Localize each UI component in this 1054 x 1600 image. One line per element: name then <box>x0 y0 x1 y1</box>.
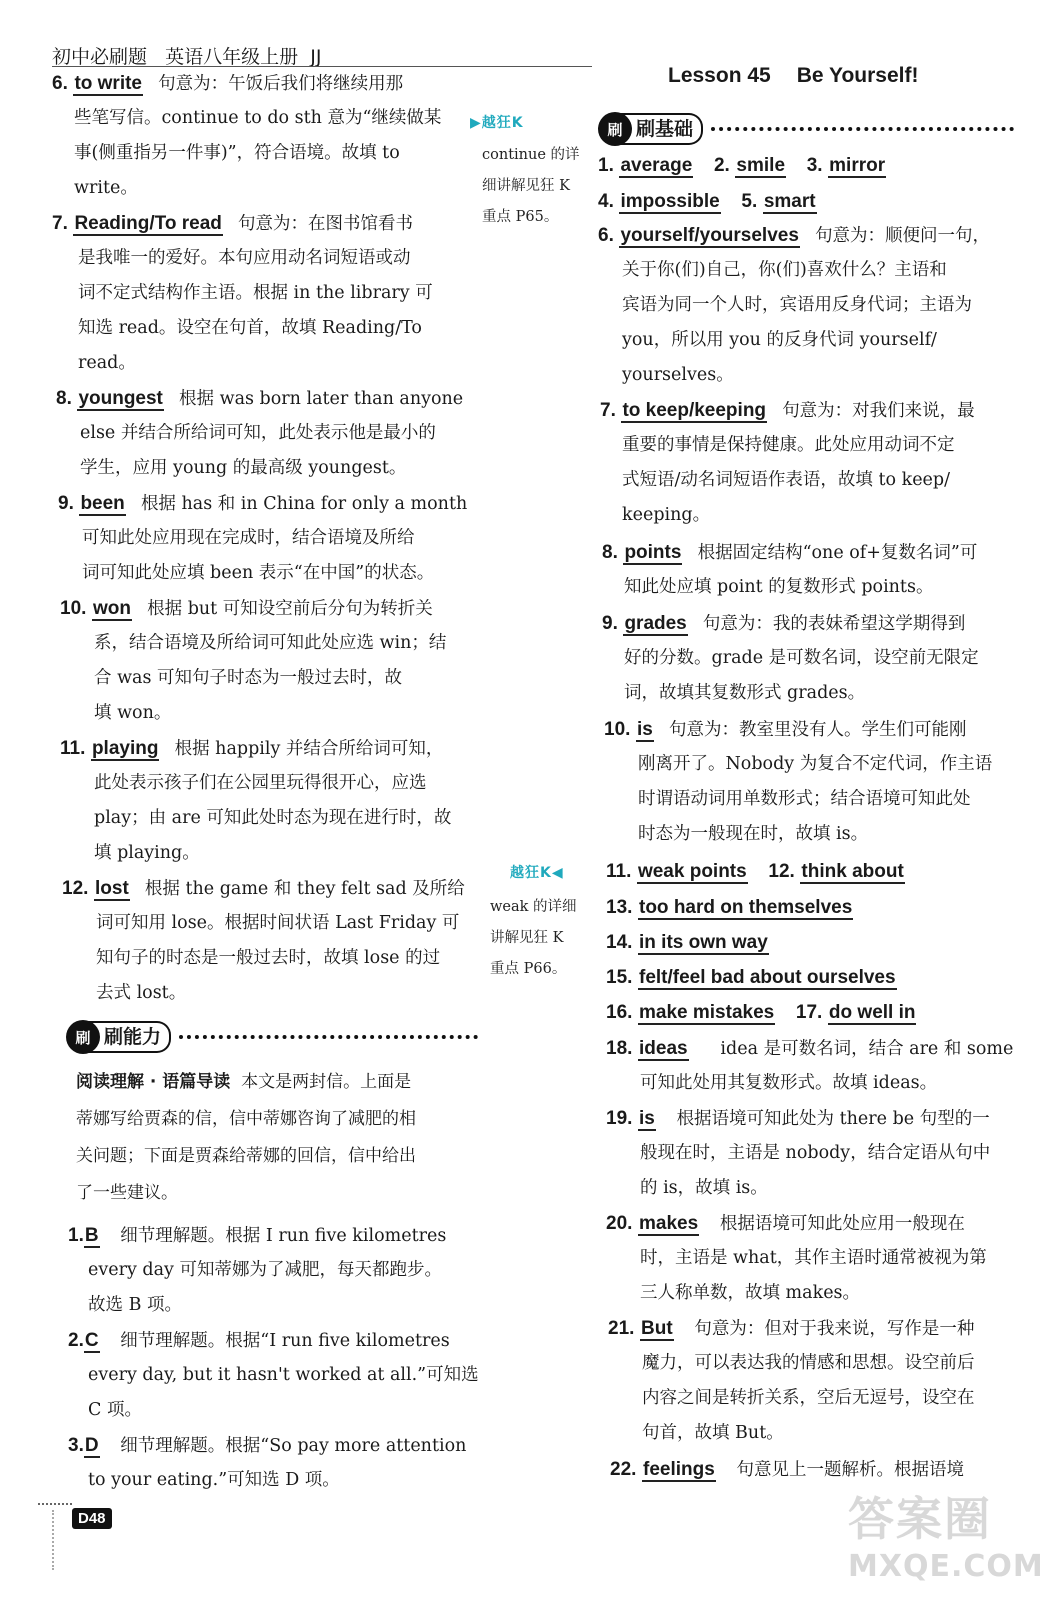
answer-text: to write <box>74 73 142 94</box>
page-number: D48 <box>72 1508 112 1529</box>
answer-item-right-6: 6. yourself/yourselves 句意为：顺便问一句， 关于你(们)自己，你(们)喜欢什么？主语和 宾语为同一个人时，宾语用反身代词；主语为 you，所以用 you 的反身代词 yourself/ yourselves。 <box>598 225 991 385</box>
answer-text: won <box>93 598 131 619</box>
answer-row-1-3: 1. average 2. smile 3. mirror <box>598 155 886 176</box>
section-divider <box>711 127 1014 131</box>
answer-text: been <box>80 493 125 514</box>
reading-intro-title: 阅读理解 · 语篇导读 <box>76 1072 231 1092</box>
section-heading-ability <box>66 1020 478 1054</box>
answer-text: too hard on themselves <box>639 897 853 918</box>
watermark-text: 答案圈 <box>848 1492 992 1546</box>
answer-row-16-17: 16. make mistakes 17. do well in <box>606 1002 916 1023</box>
answer-row-13: 13. too hard on themselves <box>606 897 853 918</box>
answer-text: ideas <box>639 1038 688 1059</box>
answer-item-right-10: 10. is 句意为：教室里没有人。学生们可能刚 刚离开了。Nobody 为复合不定代词，作主语 时谓语动词用单数形式；结合语境可知此处 时态为一般现在时，故填 is。 <box>604 719 993 844</box>
reading-item-3: 3.D 细节理解题。根据“So pay more attention to your eating.”可知选 D 项。 <box>68 1435 467 1490</box>
answer-item-right-20: 20. makes 根据语境可知此处应用一般现在 时，主语是 what，其作主语时通常被视为第 三人称单数，故填 makes。 <box>606 1213 987 1303</box>
lesson-name: Be Yourself! <box>796 64 919 87</box>
answer-text: impossible <box>620 191 720 212</box>
answer-text: do well in <box>828 1002 916 1023</box>
page-side-dots <box>52 1510 54 1570</box>
section-heading-basic <box>598 112 1014 146</box>
reading-intro: 阅读理解 · 语篇导读 本文是两封信。上面是 蒂娜写给贾森的信，信中蒂娜咨询了减肥的相 关问题；下面是贾森给蒂娜的回信，信中给出 了一些建议。 <box>76 1072 416 1203</box>
answer-item-left-11: 11. playing 根据 happily 并结合所给词可知， 此处表示孩子们在公园里玩得很开心，应选 play；由 are 可知此处时态为现在进行时，故 填 playing。 <box>60 738 452 863</box>
answer-row-14: 14. in its own way <box>606 932 768 953</box>
side-note-2: weak 的详细 讲解见狂 K 重点 P66。 <box>490 899 577 977</box>
answer-text: smile <box>736 155 786 176</box>
answer-item-right-18: 18. ideas idea 是可数名词，结合 are 和 some 可知此处用其复数形式。故填 ideas。 <box>606 1038 1014 1093</box>
book-name: 初中必刷题 <box>52 46 148 68</box>
answer-text: lost <box>95 878 129 899</box>
answer-text: youngest <box>78 388 163 409</box>
answer-item-right-8: 8. points 根据固定结构“one of+复数名词”可 知此处应填 point 的复数形式 points。 <box>602 542 978 597</box>
answer-text: in its own way <box>639 932 768 953</box>
answer-text: make mistakes <box>639 1002 775 1023</box>
subject-name: 英语八年级上册 <box>165 46 299 68</box>
answer-item-right-9: 9. grades 句意为：我的表妹希望这学期得到 好的分数。grade 是可数名词，设空前无限定 词，故填其复数形式 grades。 <box>602 613 979 703</box>
reading-item-2: 2.C 细节理解题。根据“I run five kilometres every day, but it hasn't worked at all.”可知选 C 项。 <box>68 1330 479 1420</box>
answer-item-left-12: 12. lost 根据 the game 和 they felt sad 及所给 词可知用 lose。根据时间状语 Last Friday 可 知句子的时态是一般过去时，故填 lose 的过 去式 lost。 <box>62 878 465 1003</box>
answer-text: C <box>84 1330 99 1351</box>
section-label: 刷能力 <box>88 1021 171 1053</box>
answer-text: is <box>637 719 653 740</box>
answer-text: felt/feel bad about ourselves <box>639 967 896 988</box>
side-note-1: continue 的详 细讲解见狂 K 重点 P65。 <box>482 147 580 225</box>
lesson-number: Lesson 45 <box>668 64 771 87</box>
answer-text: feelings <box>643 1459 715 1480</box>
watermark-url: MXQE.COM <box>848 1549 1044 1584</box>
answer-item-left-7: 7. Reading/To read 句意为：在图书馆看书 是我唯一的爱好。本句应用动名词短语或动 词不定式结构作主语。根据 in the library 可 知选 read。设空在句首，故填 Reading/To read。 <box>52 213 433 373</box>
answer-row-4-5: 4. impossible 5. smart <box>598 191 816 212</box>
edition-tag: JJ <box>310 46 322 68</box>
answer-item-left-10: 10. won 根据 but 可知设空前后分句为转折关 系，结合语境及所给词可知此处应选 win；结 合 was 可知句子时态为一般过去时，故 填 won。 <box>60 598 447 723</box>
running-header <box>52 42 321 69</box>
answer-item-right-22: 22. feelings 句意见上一题解析。根据语境 <box>610 1459 965 1480</box>
answer-text: weak points <box>637 861 747 882</box>
watermark-logo <box>848 1490 1044 1598</box>
answer-text: playing <box>91 738 159 759</box>
cross-ref-link-2[interactable]: 越狂K◀ <box>510 865 564 881</box>
section-divider <box>179 1035 478 1039</box>
answer-text: grades <box>624 613 687 634</box>
answer-row-11-12: 11. weak points 12. think about <box>606 861 904 882</box>
answer-text: is <box>639 1108 655 1129</box>
answer-item-left-8: 8. youngest 根据 was born later than anyone else 并结合所给词可知，此处表示他是最小的 学生，应用 young 的最高级 youngest。 <box>56 388 464 478</box>
cross-ref-link-1[interactable]: ▶越狂K <box>470 115 524 131</box>
answer-item-right-19: 19. is 根据语境可知此处为 there be 句型的一 般现在时，主语是 nobody，结合定语从句中 的 is，故填 is。 <box>606 1108 991 1198</box>
answer-row-15: 15. felt/feel bad about ourselves <box>606 967 896 988</box>
section-badge-icon: 刷 <box>598 112 632 146</box>
answer-text: average <box>620 155 693 176</box>
section-badge-icon: 刷 <box>66 1020 100 1054</box>
answer-text: think about <box>801 861 904 882</box>
answer-text: D <box>84 1435 99 1456</box>
page-corner-dots <box>38 1503 72 1505</box>
lesson-title <box>668 64 918 88</box>
answer-text: Reading/To read <box>74 213 222 234</box>
answer-item-right-21: 21. But 句意为：但对于我来说，写作是一种 魔力，可以表达我的情感和思想。设空前后 内容之间是转折关系，空后无逗号，设空在 句首，故填 But。 <box>608 1318 975 1443</box>
answer-text: smart <box>763 191 816 212</box>
answer-item-left-6: 6. to write 句意为：午饭后我们将继续用那 些笔写信。continue to do sth 意为“继续做某 事(侧重指另一件事)”，符合语境。故填 to write。 <box>52 73 442 198</box>
reading-item-1: 1.B 细节理解题。根据 I run five kilometres every day 可知蒂娜为了减肥，每天都跑步。 故选 B 项。 <box>68 1225 447 1315</box>
answer-item-left-9: 9. been 根据 has 和 in China for only a month 可知此处应用现在完成时，结合语境及所给 词可知此处应填 been 表示“在中国”的状态。 <box>58 493 468 583</box>
answer-text: B <box>84 1225 99 1246</box>
answer-text: yourself/yourselves <box>620 225 799 246</box>
section-label: 刷基础 <box>620 113 703 145</box>
answer-text: makes <box>639 1213 699 1234</box>
answer-text: to keep/keeping <box>622 400 767 421</box>
answer-item-right-7: 7. to keep/keeping 句意为：对我们来说，最 重要的事情是保持健康。此处应用动词不定 式短语/动名词短语作表语，故填 to keep/ keeping。 <box>600 400 975 525</box>
answer-text: But <box>641 1318 673 1339</box>
answer-text: mirror <box>829 155 886 176</box>
answer-text: points <box>624 542 682 563</box>
